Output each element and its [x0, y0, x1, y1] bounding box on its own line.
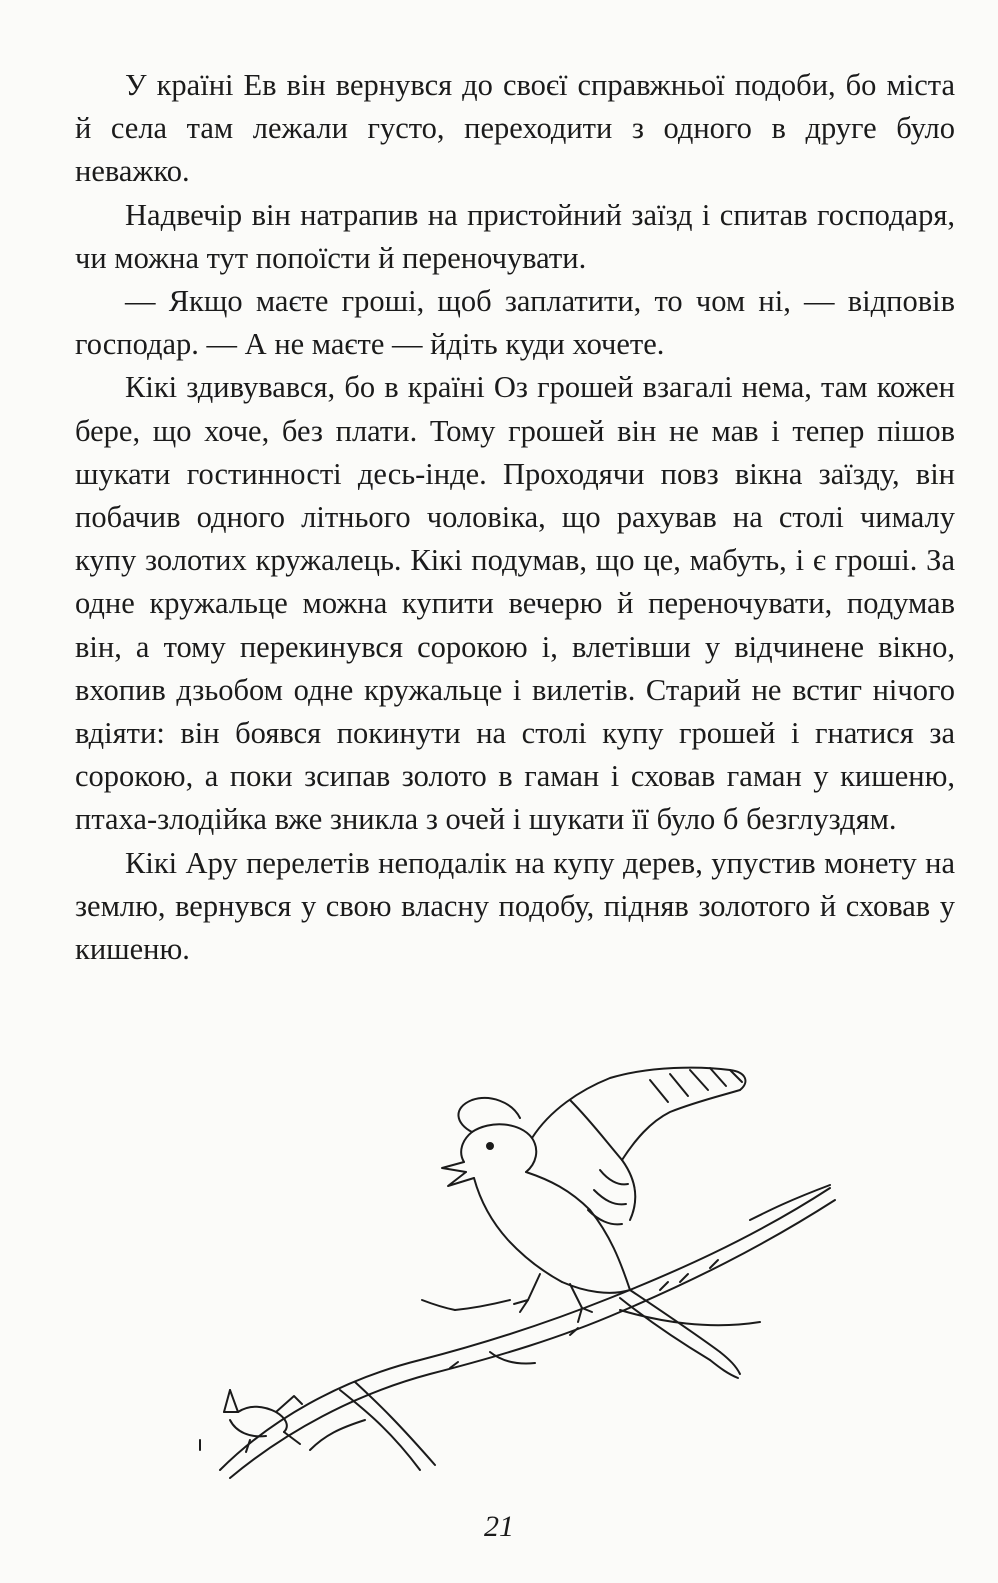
magpie-on-branch-illustration [190, 1060, 850, 1480]
branch-drawing [220, 1185, 835, 1478]
paragraph-4: Кікі здивувався, бо в країні Оз грошей взагалі нема, там кожен бере, що хоче, без плати. Тому грошей він не мав і тепер пішов шукати гостинності десь-інде. Проходячи повз вікна заїзду, він побачив одного літнього чоловіка, що рахував на столі чималу купу золотих кружалець. Кікі подумав, що це, мабуть, і є гроші. За одне кружальце можна купити вечерю й переночувати, подумав він, а тому перекинувся сорокою і, влетівши у відчинене вікно, вхопив дзьобом одне кружальце і вилетів. Старий не встиг нічого вдіяти: він боявся покинути на столі купу грошей і гнатися за сорокою, а поки зсипав золото в гаман і сховав гаман у кишеню, птаха-злодійка вже зникла з очей і шукати її було б безглуздям. [75, 370, 955, 837]
page-number: 21 [484, 1510, 514, 1543]
paragraph-5: Кікі Ару перелетів неподалік на купу дерев, упустив монету на землю, вернувся у свою власну подобу, підняв золотого й сховав у кишеню. [75, 845, 955, 967]
paragraph-3: — Якщо маєте гроші, щоб заплатити, то чом ні, — відповів господар. — А не маєте — йдіть куди хочете. [75, 284, 955, 362]
paragraph-2: Надвечір він натрапив на пристойний заїзд і спитав господаря, чи можна тут попоїсти й переночувати. [75, 197, 955, 275]
body-text [75, 64, 955, 971]
magpie-drawing [442, 1068, 745, 1378]
paragraph-1: У країні Ев він вернувся до своєї справжньої подоби, бо міста й села там лежали густо, переходити з одного в друге було неважко. [75, 68, 955, 189]
